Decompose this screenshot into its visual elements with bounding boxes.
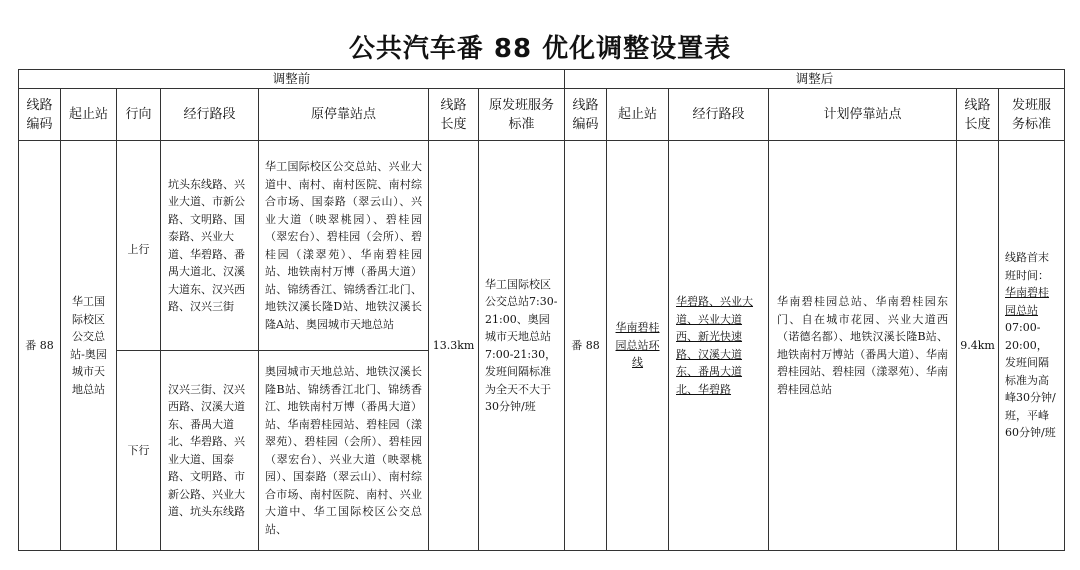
col-header-orig-stops: 原停靠站点 [259,89,429,141]
after-route-code: 番 88 [565,141,607,551]
col-header-route-after: 经行路段 [669,89,769,141]
adjustment-table [18,69,1065,551]
up-original-stops: 华工国际校区公交总站、兴业大道中、南村、南村医院、南村综合市场、国泰路（翠云山）、兴业大道（映翠桃园）、碧桂园（翠宏台）、碧桂园（会所）、碧桂园（漾翠苑）、华南碧桂园站、地铁南村万博（番禺大道）站、锦绣香江、锦绣香江北门、地铁汉溪长隆D站、地铁汉溪长隆A站、奥园城市天地总站 [259,141,429,351]
col-header-service-after: 发班服 务标准 [999,89,1065,141]
after-terminal: 华南碧桂园总站环线 [607,141,669,551]
up-route-segments: 坑头东线路、兴业大道、市新公路、文明路、国泰路、兴业大道、华碧路、番禺大道北、汉溪大道东、汉兴西路、汉兴三街 [161,141,259,351]
service-time-detail: 07:00-20:00，发班间隔标准为高峰30分钟/班，平峰60分钟/班 [1005,321,1056,440]
col-header-terminal: 起止站 [61,89,117,141]
after-planned-stops: 华南碧桂园总站、华南碧桂园东门、自在城市花园、兴业大道西（诺德名都）、地铁汉溪长隆B站、地铁南村万博站（番禺大道）、华南碧桂园站、碧桂园（漾翠苑）、华南碧桂园总站 [769,141,957,551]
after-route-segments: 华碧路、兴业大道、兴业大道西、新光快速路、汉溪大道东、番禺大道北、华碧路 [669,141,769,551]
col-header-plan-stops: 计划停靠站点 [769,89,957,141]
down-route-segments: 汉兴三街、汉兴西路、汉溪大道东、番禺大道北、华碧路、兴业大道、国泰路、文明路、市新公路、兴业大道、坑头东线路 [161,351,259,551]
before-length: 13.3km [429,141,479,551]
service-time-label: 线路首末班时间： [1005,251,1050,282]
col-header-direction: 行向 [117,89,161,141]
col-header-terminal-after: 起止站 [607,89,669,141]
page-title: 公共汽车番 88 优化调整设置表 [348,34,732,64]
down-original-stops: 奥园城市天地总站、地铁汉溪长隆B站、锦绣香江北门、锦绣香江、地铁南村万博（番禺大道）站、华南碧桂园站、碧桂园（漾翠苑）、碧桂园（会所）、碧桂园（翠宏台）、兴业大道（映翠桃园）、国泰路（翠云山）、南村综合市场、南村医院、南村、兴业大道中、华工国际校区公交总站、 [259,351,429,551]
after-length: 9.4km [957,141,999,551]
col-header-orig-service: 原发班服务 标准 [479,89,565,141]
col-header-route: 经行路段 [161,89,259,141]
after-service-standard [999,141,1065,551]
down-direction: 下行 [117,351,161,551]
up-direction: 上行 [117,141,161,351]
col-header-code-after: 线路 编码 [565,89,607,141]
col-header-length: 线路 长度 [429,89,479,141]
section-before-header: 调整前 [19,70,565,89]
section-after-header: 调整后 [565,70,1065,89]
col-header-code: 线路 编码 [19,89,61,141]
before-service-standard: 华工国际校区公交总站7:30-21:00、奥园城市天地总站7:00-21:30，发班间隔标准为全天不大于30分钟/班 [479,141,565,551]
col-header-length-after: 线路 长度 [957,89,999,141]
service-terminal-name: 华南碧桂园总站 [1005,286,1050,317]
before-route-code: 番 88 [19,141,61,551]
before-terminal: 华工国际校区公交总站-奥园城市天地总站 [61,141,117,551]
